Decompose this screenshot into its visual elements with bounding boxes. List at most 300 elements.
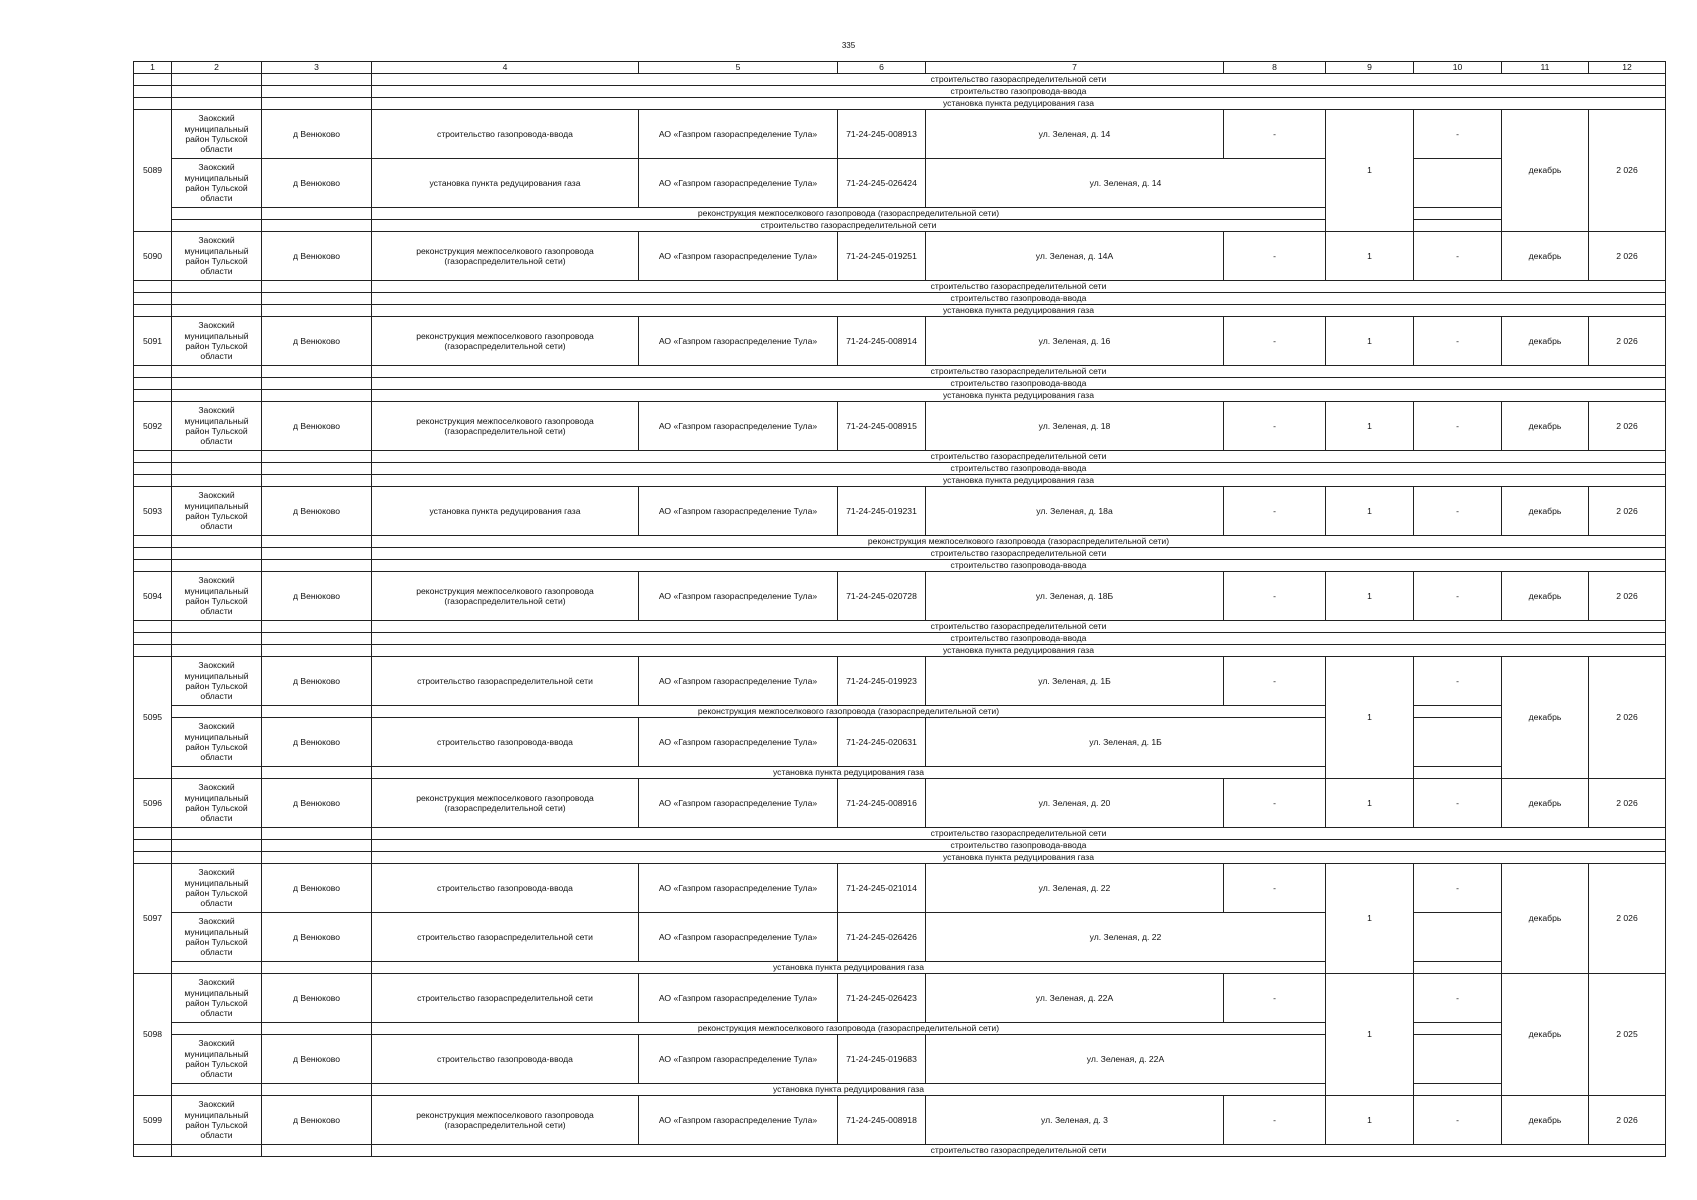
empty-cell [172,840,262,852]
month-cell: декабрь [1502,110,1589,232]
region-cell: Заокский муниципальный район Тульской области [172,864,262,913]
month-cell: декабрь [1502,317,1589,366]
table-row [134,402,1666,451]
work-cell: строительство газопровода-ввода [372,110,639,159]
address-cell: ул. Зеленая, д. 16 [926,317,1224,366]
empty-cell [262,463,372,475]
work-cell: реконструкция межпоселкового газопровода (газораспределительной сети) [372,317,639,366]
work-cell: реконструкция межпоселкового газопровода (газораспределительной сети) [372,1096,639,1145]
register-table [133,61,1666,1157]
settlement-cell: д Венюково [262,572,372,621]
owner-cell: АО «Газпром газораспределение Тула» [639,572,838,621]
col10-cell: - [1414,110,1502,159]
table-row [134,110,1666,159]
table-row [134,828,1666,840]
work-cell: строительство газораспределительной сети [372,974,639,1023]
table-row [134,840,1666,852]
work-cell: строительство газопровода-ввода [372,718,639,767]
owner-cell: АО «Газпром газораспределение Тула» [639,1096,838,1145]
table-row [134,706,1666,718]
address-cell: ул. Зеленая, д. 18а [926,487,1224,536]
table-row [134,451,1666,463]
col8-cell: - [1224,317,1326,366]
empty-cell [172,366,262,378]
empty-cell [172,548,262,560]
table-row [134,633,1666,645]
col10-cell: - [1414,317,1502,366]
empty-cell [172,852,262,864]
empty-cell [172,451,262,463]
empty-cell [172,74,262,86]
table-row [134,645,1666,657]
empty-cell [172,536,262,548]
owner-cell: АО «Газпром газораспределение Тула» [639,317,838,366]
work-type-row-label: установка пункта редуцирования газа [372,390,1666,402]
empty-cell [262,208,372,220]
col9-cell: 1 [1326,487,1414,536]
col9-cell: 1 [1326,864,1414,974]
object-code-cell: 71-24-245-026424 [838,159,926,208]
table-row [134,962,1666,974]
col9-cell: 1 [1326,110,1414,232]
col10-cell [1414,1035,1502,1084]
work-type-row-label: строительство газораспределительной сети [372,220,1326,232]
region-cell: Заокский муниципальный район Тульской области [172,1096,262,1145]
work-type-row-label: строительство газопровода-ввода [372,378,1666,390]
work-type-row-label: строительство газораспределительной сети [372,548,1666,560]
table-row [134,1023,1666,1035]
empty-cell [262,1084,372,1096]
owner-cell: АО «Газпром газораспределение Тула» [639,779,838,828]
col8-cell: - [1224,487,1326,536]
year-cell: 2 026 [1589,402,1666,451]
region-cell: Заокский муниципальный район Тульской области [172,402,262,451]
object-code-cell: 71-24-245-019683 [838,1035,926,1084]
month-cell: декабрь [1502,1096,1589,1145]
empty-cell [172,293,262,305]
col8-cell: - [1224,1096,1326,1145]
region-cell: Заокский муниципальный район Тульской области [172,718,262,767]
empty-cell [262,293,372,305]
address-cell: ул. Зеленая, д. 3 [926,1096,1224,1145]
record-number: 5098 [134,974,172,1096]
empty-cell [172,621,262,633]
work-type-row-label: реконструкция межпоселкового газопровода (газораспределительной сети) [372,208,1326,220]
empty-cell [172,220,262,232]
table-row [134,74,1666,86]
empty-cell [262,305,372,317]
work-type-row-label: установка пункта редуцирования газа [372,962,1326,974]
empty-cell [262,98,372,110]
record-number: 5095 [134,657,172,779]
col8-cell: - [1224,232,1326,281]
record-number: 5091 [134,317,172,366]
col9-cell: 1 [1326,317,1414,366]
settlement-cell: д Венюково [262,317,372,366]
col9-cell: 1 [1326,572,1414,621]
empty-cell [134,560,172,572]
col9-cell: 1 [1326,779,1414,828]
year-cell: 2 026 [1589,779,1666,828]
settlement-cell: д Венюково [262,1035,372,1084]
empty-cell [172,378,262,390]
work-cell: установка пункта редуцирования газа [372,487,639,536]
empty-cell [262,74,372,86]
empty-cell [262,451,372,463]
col8-cell: - [1224,864,1326,913]
empty-cell [172,98,262,110]
owner-cell: АО «Газпром газораспределение Тула» [639,913,838,962]
col10-cell [1414,1023,1502,1035]
month-cell: декабрь [1502,657,1589,779]
table-row [134,1084,1666,1096]
region-cell: Заокский муниципальный район Тульской области [172,779,262,828]
work-type-row-label: установка пункта редуцирования газа [372,475,1666,487]
work-type-row-label: строительство газораспределительной сети [372,621,1666,633]
table-row [134,98,1666,110]
work-type-row-label: установка пункта редуцирования газа [372,98,1666,110]
col10-cell [1414,159,1502,208]
empty-cell [134,451,172,463]
empty-cell [262,633,372,645]
empty-cell [262,366,372,378]
col8-cell: - [1224,110,1326,159]
work-type-row-label: строительство газораспределительной сети [372,74,1666,86]
year-cell: 2 025 [1589,974,1666,1096]
record-number: 5097 [134,864,172,974]
empty-cell [262,1145,372,1157]
col10-cell [1414,718,1502,767]
empty-cell [172,281,262,293]
col10-cell [1414,220,1502,232]
owner-cell: АО «Газпром газораспределение Тула» [639,974,838,1023]
address-cell: ул. Зеленая, д. 22А [926,974,1224,1023]
year-cell: 2 026 [1589,572,1666,621]
col10-cell: - [1414,974,1502,1023]
empty-cell [134,281,172,293]
work-cell: строительство газораспределительной сети [372,657,639,706]
empty-cell [134,366,172,378]
record-number: 5094 [134,572,172,621]
table-row [134,621,1666,633]
col10-cell: - [1414,779,1502,828]
empty-cell [172,475,262,487]
empty-cell [172,828,262,840]
object-code-cell: 71-24-245-008916 [838,779,926,828]
empty-cell [172,560,262,572]
col8-cell: - [1224,974,1326,1023]
empty-cell [172,305,262,317]
table-row [134,317,1666,366]
record-number: 5093 [134,487,172,536]
table-row [134,548,1666,560]
empty-cell [172,208,262,220]
year-cell: 2 026 [1589,864,1666,974]
page-number: 335 [841,41,856,50]
address-cell: ул. Зеленая, д. 22 [926,913,1326,962]
table-row [134,281,1666,293]
empty-cell [134,645,172,657]
col8-cell: - [1224,572,1326,621]
column-number: 3 [262,62,372,74]
work-cell: реконструкция межпоселкового газопровода (газораспределительной сети) [372,232,639,281]
empty-cell [262,840,372,852]
work-cell: установка пункта редуцирования газа [372,159,639,208]
table-row [134,232,1666,281]
year-cell: 2 026 [1589,487,1666,536]
work-type-row-label: строительство газопровода-ввода [372,463,1666,475]
work-type-row-label: установка пункта редуцирования газа [372,852,1666,864]
empty-cell [172,1023,262,1035]
empty-cell [134,390,172,402]
year-cell: 2 026 [1589,657,1666,779]
empty-cell [262,548,372,560]
settlement-cell: д Венюково [262,779,372,828]
table-row [134,305,1666,317]
col10-cell [1414,208,1502,220]
settlement-cell: д Венюково [262,974,372,1023]
empty-cell [262,390,372,402]
year-cell: 2 026 [1589,232,1666,281]
address-cell: ул. Зеленая, д. 18Б [926,572,1224,621]
column-number: 8 [1224,62,1326,74]
empty-cell [262,220,372,232]
empty-cell [134,86,172,98]
table-row [134,657,1666,706]
year-cell: 2 026 [1589,110,1666,232]
empty-cell [134,378,172,390]
table-row [134,208,1666,220]
region-cell: Заокский муниципальный район Тульской области [172,232,262,281]
work-type-row-label: строительство газопровода-ввода [372,840,1666,852]
column-number: 4 [372,62,639,74]
object-code-cell: 71-24-245-008914 [838,317,926,366]
empty-cell [134,74,172,86]
col10-cell [1414,706,1502,718]
record-number: 5099 [134,1096,172,1145]
table-row [134,864,1666,913]
column-number-row [134,62,1666,74]
work-type-row-label: строительство газораспределительной сети [372,281,1666,293]
region-cell: Заокский муниципальный район Тульской области [172,317,262,366]
table-row [134,293,1666,305]
col10-cell: - [1414,487,1502,536]
table-row [134,779,1666,828]
empty-cell [262,475,372,487]
empty-cell [134,463,172,475]
table-row [134,572,1666,621]
work-type-row-label: строительство газопровода-ввода [372,86,1666,98]
col10-cell: - [1414,657,1502,706]
empty-cell [262,86,372,98]
month-cell: декабрь [1502,974,1589,1096]
work-type-row-label: строительство газопровода-ввода [372,293,1666,305]
address-cell: ул. Зеленая, д. 14 [926,159,1326,208]
object-code-cell: 71-24-245-008913 [838,110,926,159]
col10-cell [1414,962,1502,974]
work-cell: реконструкция межпоселкового газопровода (газораспределительной сети) [372,572,639,621]
empty-cell [134,536,172,548]
empty-cell [262,645,372,657]
column-number: 5 [639,62,838,74]
empty-cell [134,475,172,487]
owner-cell: АО «Газпром газораспределение Тула» [639,159,838,208]
table-row [134,1145,1666,1157]
settlement-cell: д Венюково [262,657,372,706]
object-code-cell: 71-24-245-008915 [838,402,926,451]
col9-cell: 1 [1326,402,1414,451]
work-type-row-label: строительство газораспределительной сети [372,366,1666,378]
owner-cell: АО «Газпром газораспределение Тула» [639,232,838,281]
month-cell: декабрь [1502,779,1589,828]
table-row [134,1035,1666,1084]
empty-cell [134,1145,172,1157]
empty-cell [172,1084,262,1096]
column-number: 10 [1414,62,1502,74]
col10-cell: - [1414,402,1502,451]
empty-cell [262,706,372,718]
table-row [134,487,1666,536]
col10-cell [1414,767,1502,779]
work-type-row-label: установка пункта редуцирования газа [372,645,1666,657]
settlement-cell: д Венюково [262,913,372,962]
owner-cell: АО «Газпром газораспределение Тула» [639,718,838,767]
region-cell: Заокский муниципальный район Тульской области [172,110,262,159]
settlement-cell: д Венюково [262,487,372,536]
owner-cell: АО «Газпром газораспределение Тула» [639,110,838,159]
address-cell: ул. Зеленая, д. 22А [926,1035,1326,1084]
table-row [134,536,1666,548]
empty-cell [262,536,372,548]
empty-cell [134,548,172,560]
col8-cell: - [1224,657,1326,706]
table-row [134,1096,1666,1145]
object-code-cell: 71-24-245-019251 [838,232,926,281]
object-code-cell: 71-24-245-019923 [838,657,926,706]
empty-cell [262,560,372,572]
empty-cell [134,828,172,840]
table-row [134,852,1666,864]
object-code-cell: 71-24-245-020728 [838,572,926,621]
region-cell: Заокский муниципальный район Тульской области [172,913,262,962]
empty-cell [134,633,172,645]
owner-cell: АО «Газпром газораспределение Тула» [639,402,838,451]
table-row [134,390,1666,402]
region-cell: Заокский муниципальный район Тульской области [172,1035,262,1084]
empty-cell [262,962,372,974]
object-code-cell: 71-24-245-019231 [838,487,926,536]
empty-cell [172,390,262,402]
object-code-cell: 71-24-245-026423 [838,974,926,1023]
empty-cell [262,1023,372,1035]
empty-cell [134,98,172,110]
work-type-row-label: строительство газопровода-ввода [372,633,1666,645]
work-type-row-label: установка пункта редуцирования газа [372,767,1326,779]
table-row [134,220,1666,232]
column-number: 12 [1589,62,1666,74]
month-cell: декабрь [1502,487,1589,536]
settlement-cell: д Венюково [262,232,372,281]
region-cell: Заокский муниципальный район Тульской области [172,487,262,536]
work-type-row-label: реконструкция межпоселкового газопровода (газораспределительной сети) [372,1023,1326,1035]
work-cell: строительство газопровода-ввода [372,1035,639,1084]
empty-cell [262,281,372,293]
empty-cell [262,378,372,390]
object-code-cell: 71-24-245-020631 [838,718,926,767]
address-cell: ул. Зеленая, д. 1Б [926,657,1224,706]
empty-cell [172,463,262,475]
column-number: 7 [926,62,1224,74]
table-row [134,463,1666,475]
owner-cell: АО «Газпром газораспределение Тула» [639,864,838,913]
owner-cell: АО «Газпром газораспределение Тула» [639,487,838,536]
address-cell: ул. Зеленая, д. 14 [926,110,1224,159]
table-row [134,718,1666,767]
col8-cell: - [1224,402,1326,451]
settlement-cell: д Венюково [262,110,372,159]
column-number: 2 [172,62,262,74]
column-number: 6 [838,62,926,74]
work-cell: реконструкция межпоселкового газопровода (газораспределительной сети) [372,402,639,451]
owner-cell: АО «Газпром газораспределение Тула» [639,657,838,706]
month-cell: декабрь [1502,232,1589,281]
empty-cell [172,706,262,718]
address-cell: ул. Зеленая, д. 18 [926,402,1224,451]
empty-cell [134,305,172,317]
work-type-row-label: установка пункта редуцирования газа [372,305,1666,317]
month-cell: декабрь [1502,864,1589,974]
record-number: 5092 [134,402,172,451]
col9-cell: 1 [1326,1096,1414,1145]
address-cell: ул. Зеленая, д. 14А [926,232,1224,281]
col9-cell: 1 [1326,232,1414,281]
region-cell: Заокский муниципальный район Тульской области [172,159,262,208]
month-cell: декабрь [1502,402,1589,451]
col8-cell: - [1224,779,1326,828]
col10-cell [1414,1084,1502,1096]
record-number: 5090 [134,232,172,281]
empty-cell [262,852,372,864]
work-type-row-label: установка пункта редуцирования газа [372,1084,1326,1096]
work-type-row-label: строительство газораспределительной сети [372,451,1666,463]
settlement-cell: д Венюково [262,402,372,451]
col9-cell: 1 [1326,974,1414,1096]
table-row [134,475,1666,487]
col10-cell: - [1414,232,1502,281]
table-row [134,913,1666,962]
empty-cell [172,645,262,657]
col10-cell: - [1414,864,1502,913]
table-row [134,974,1666,1023]
empty-cell [262,767,372,779]
address-cell: ул. Зеленая, д. 1Б [926,718,1326,767]
table-row [134,560,1666,572]
work-cell: строительство газораспределительной сети [372,913,639,962]
region-cell: Заокский муниципальный район Тульской области [172,974,262,1023]
column-number: 11 [1502,62,1589,74]
column-number: 1 [134,62,172,74]
empty-cell [134,852,172,864]
object-code-cell: 71-24-245-008918 [838,1096,926,1145]
year-cell: 2 026 [1589,317,1666,366]
settlement-cell: д Венюково [262,159,372,208]
col10-cell: - [1414,1096,1502,1145]
table-row [134,767,1666,779]
settlement-cell: д Венюково [262,864,372,913]
work-cell: реконструкция межпоселкового газопровода (газораспределительной сети) [372,779,639,828]
region-cell: Заокский муниципальный район Тульской области [172,657,262,706]
empty-cell [134,293,172,305]
